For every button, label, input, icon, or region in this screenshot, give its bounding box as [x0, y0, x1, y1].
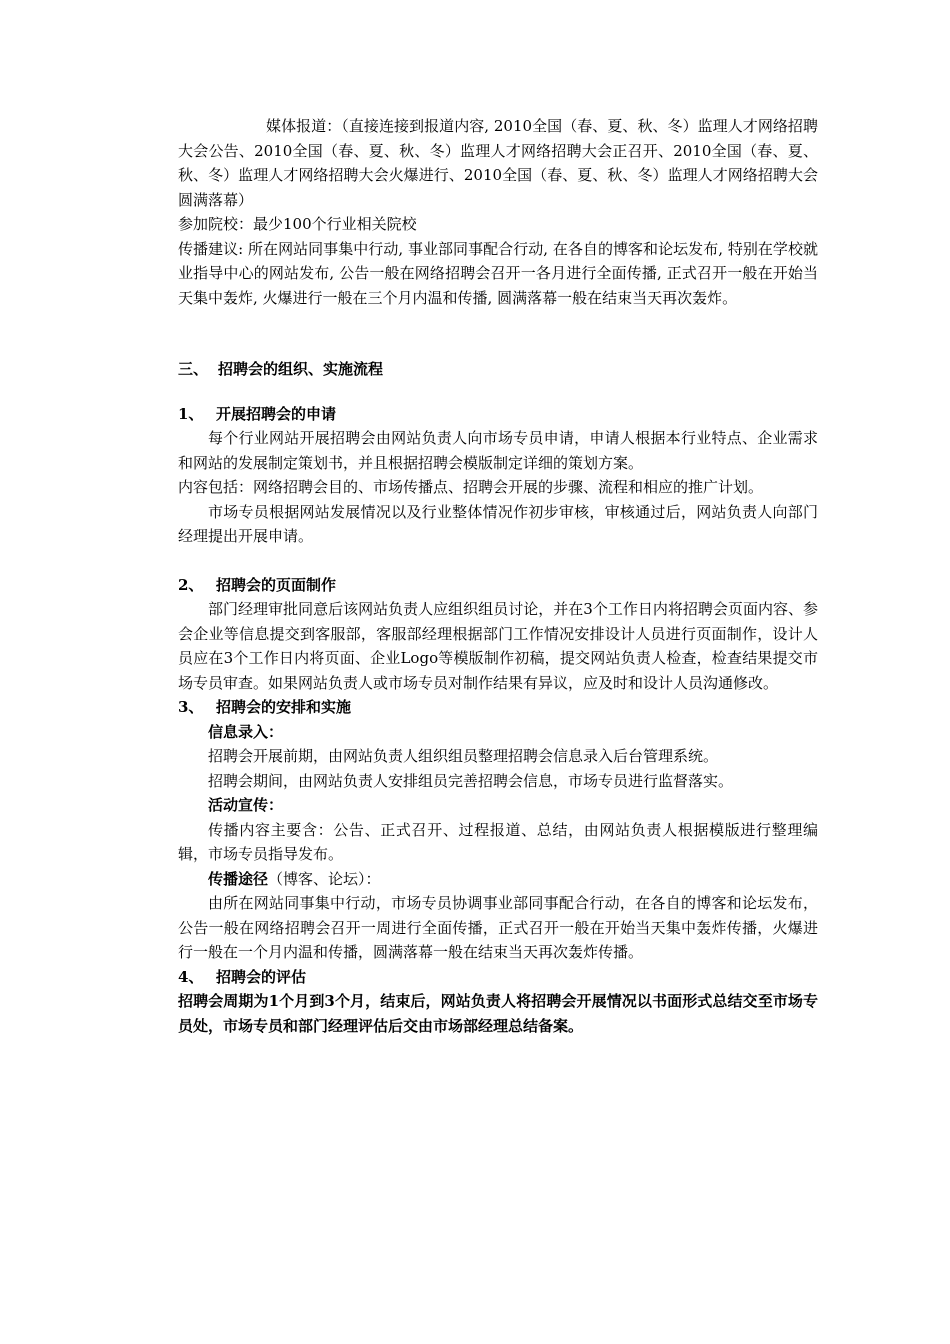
- subsection-heading-3: [178, 695, 818, 720]
- subsection-number: 3、: [178, 698, 204, 716]
- subsection-heading-2: [178, 573, 818, 598]
- section-heading-3: [178, 357, 818, 382]
- subsection-title: 开展招聘会的申请: [216, 404, 337, 423]
- subsection-number: 4、: [178, 967, 204, 986]
- subsection-heading-4: [178, 965, 818, 990]
- subsection-title: 招聘会的页面制作: [216, 575, 337, 594]
- section-title: 招聘会的组织、实施流程: [218, 360, 384, 378]
- evaluation-paragraph: 招聘会周期为1个月到3个月，结束后，网站负责人将招聘会开展情况以书面形式总结交至市场专员处，市场专员和部门经理评估后交由市场部经理总结备案。: [178, 992, 818, 1035]
- channel-note: （博客、论坛）：: [268, 869, 381, 888]
- info-entry-label: 信息录入：: [208, 722, 284, 741]
- media-report-text: （直接连接到报道内容, 2010全国（春、夏、秋、冬）监理人才网络招聘大会公告、2010全国（春、夏、秋、冬）监理人才网络招聘大会正召开、2010全国（春、夏、秋、冬）监理人才网络招聘大会火爆进行、2010全国（春、夏、秋、冬）监理人才网络招聘大会圆满落幕）: [178, 117, 818, 209]
- paragraph: 由所在网站同事集中行动，市场专员协调事业部同事配合行动，在各自的博客和论坛发布，公告一般在网络招聘会召开一周进行全面传播，正式召开一般在开始当天集中轰炸传播，火爆进行一般在一个月内温和传播，圆满落幕一般在结束当天再次轰炸传播。: [178, 894, 818, 961]
- media-report-paragraph: [178, 114, 818, 212]
- promotion-label: 活动宣传：: [208, 796, 284, 814]
- paragraph: 招聘会开展前期，由网站负责人组织组员整理招聘会信息录入后台管理系统。: [208, 747, 719, 765]
- paragraph: 市场专员根据网站发展情况以及行业整体情况作初步审核，审核通过后，网站负责人向部门经理提出开展申请。: [178, 502, 818, 545]
- subsection-number: 1、: [178, 404, 204, 423]
- paragraph: 传播内容主要含：公告、正式召开、过程报道、总结，由网站负责人根据模版进行整理编辑，市场专员指导发布。: [178, 820, 818, 863]
- subsection-heading-1: [178, 402, 818, 427]
- paragraph: 部门经理审批同意后该网站负责人应组织组员讨论，并在3个工作日内将招聘会页面内容、参会企业等信息提交到客服部，客服部经理根据部门工作情况安排设计人员进行页面制作，设计人员应在3个工作日内将页面、企业Logo等模版制作初稿，提交网站负责人检查，检查结果提交市场专员审查。如果网站负责人或市场专员对制作结果有异议，应及时和设计人员沟通修改。: [178, 600, 818, 692]
- subsection-title: 招聘会的评估: [216, 967, 307, 986]
- subsection-number: 2、: [178, 575, 204, 594]
- paragraph: 内容包括：网络招聘会目的、市场传播点、招聘会开展的步骤、流程和相应的推广计划。: [178, 478, 764, 496]
- paragraph: 招聘会期间，由网站负责人安排组员完善招聘会信息，市场专员进行监督落实。: [208, 771, 734, 790]
- channel-label: 传播途径: [208, 869, 269, 888]
- participating-schools: 参加院校：最少100个行业相关院校: [178, 215, 417, 233]
- document-body: [178, 114, 818, 1038]
- subsection-title: 招聘会的安排和实施: [216, 698, 352, 716]
- spread-suggestion: 传播建议: 所在网站同事集中行动, 事业部同事配合行动, 在各自的博客和论坛发布, 特别在学校就业指导中心的网站发布, 公告一般在网络招聘会召开一各月进行全面传播, 正式召开一般在开始当天集中轰炸, 火爆进行一般在三个月内温和传播, 圆满落幕一般在结束当天再次轰炸。: [178, 239, 818, 307]
- paragraph: 每个行业网站开展招聘会由网站负责人向市场专员申请，申请人根据本行业特点、企业需求和网站的发展制定策划书，并且根据招聘会模版制定详细的策划方案。: [178, 429, 818, 472]
- section-number: 三、: [178, 360, 209, 378]
- channel-heading: [178, 867, 818, 892]
- media-report-label: 媒体报道：: [266, 117, 342, 135]
